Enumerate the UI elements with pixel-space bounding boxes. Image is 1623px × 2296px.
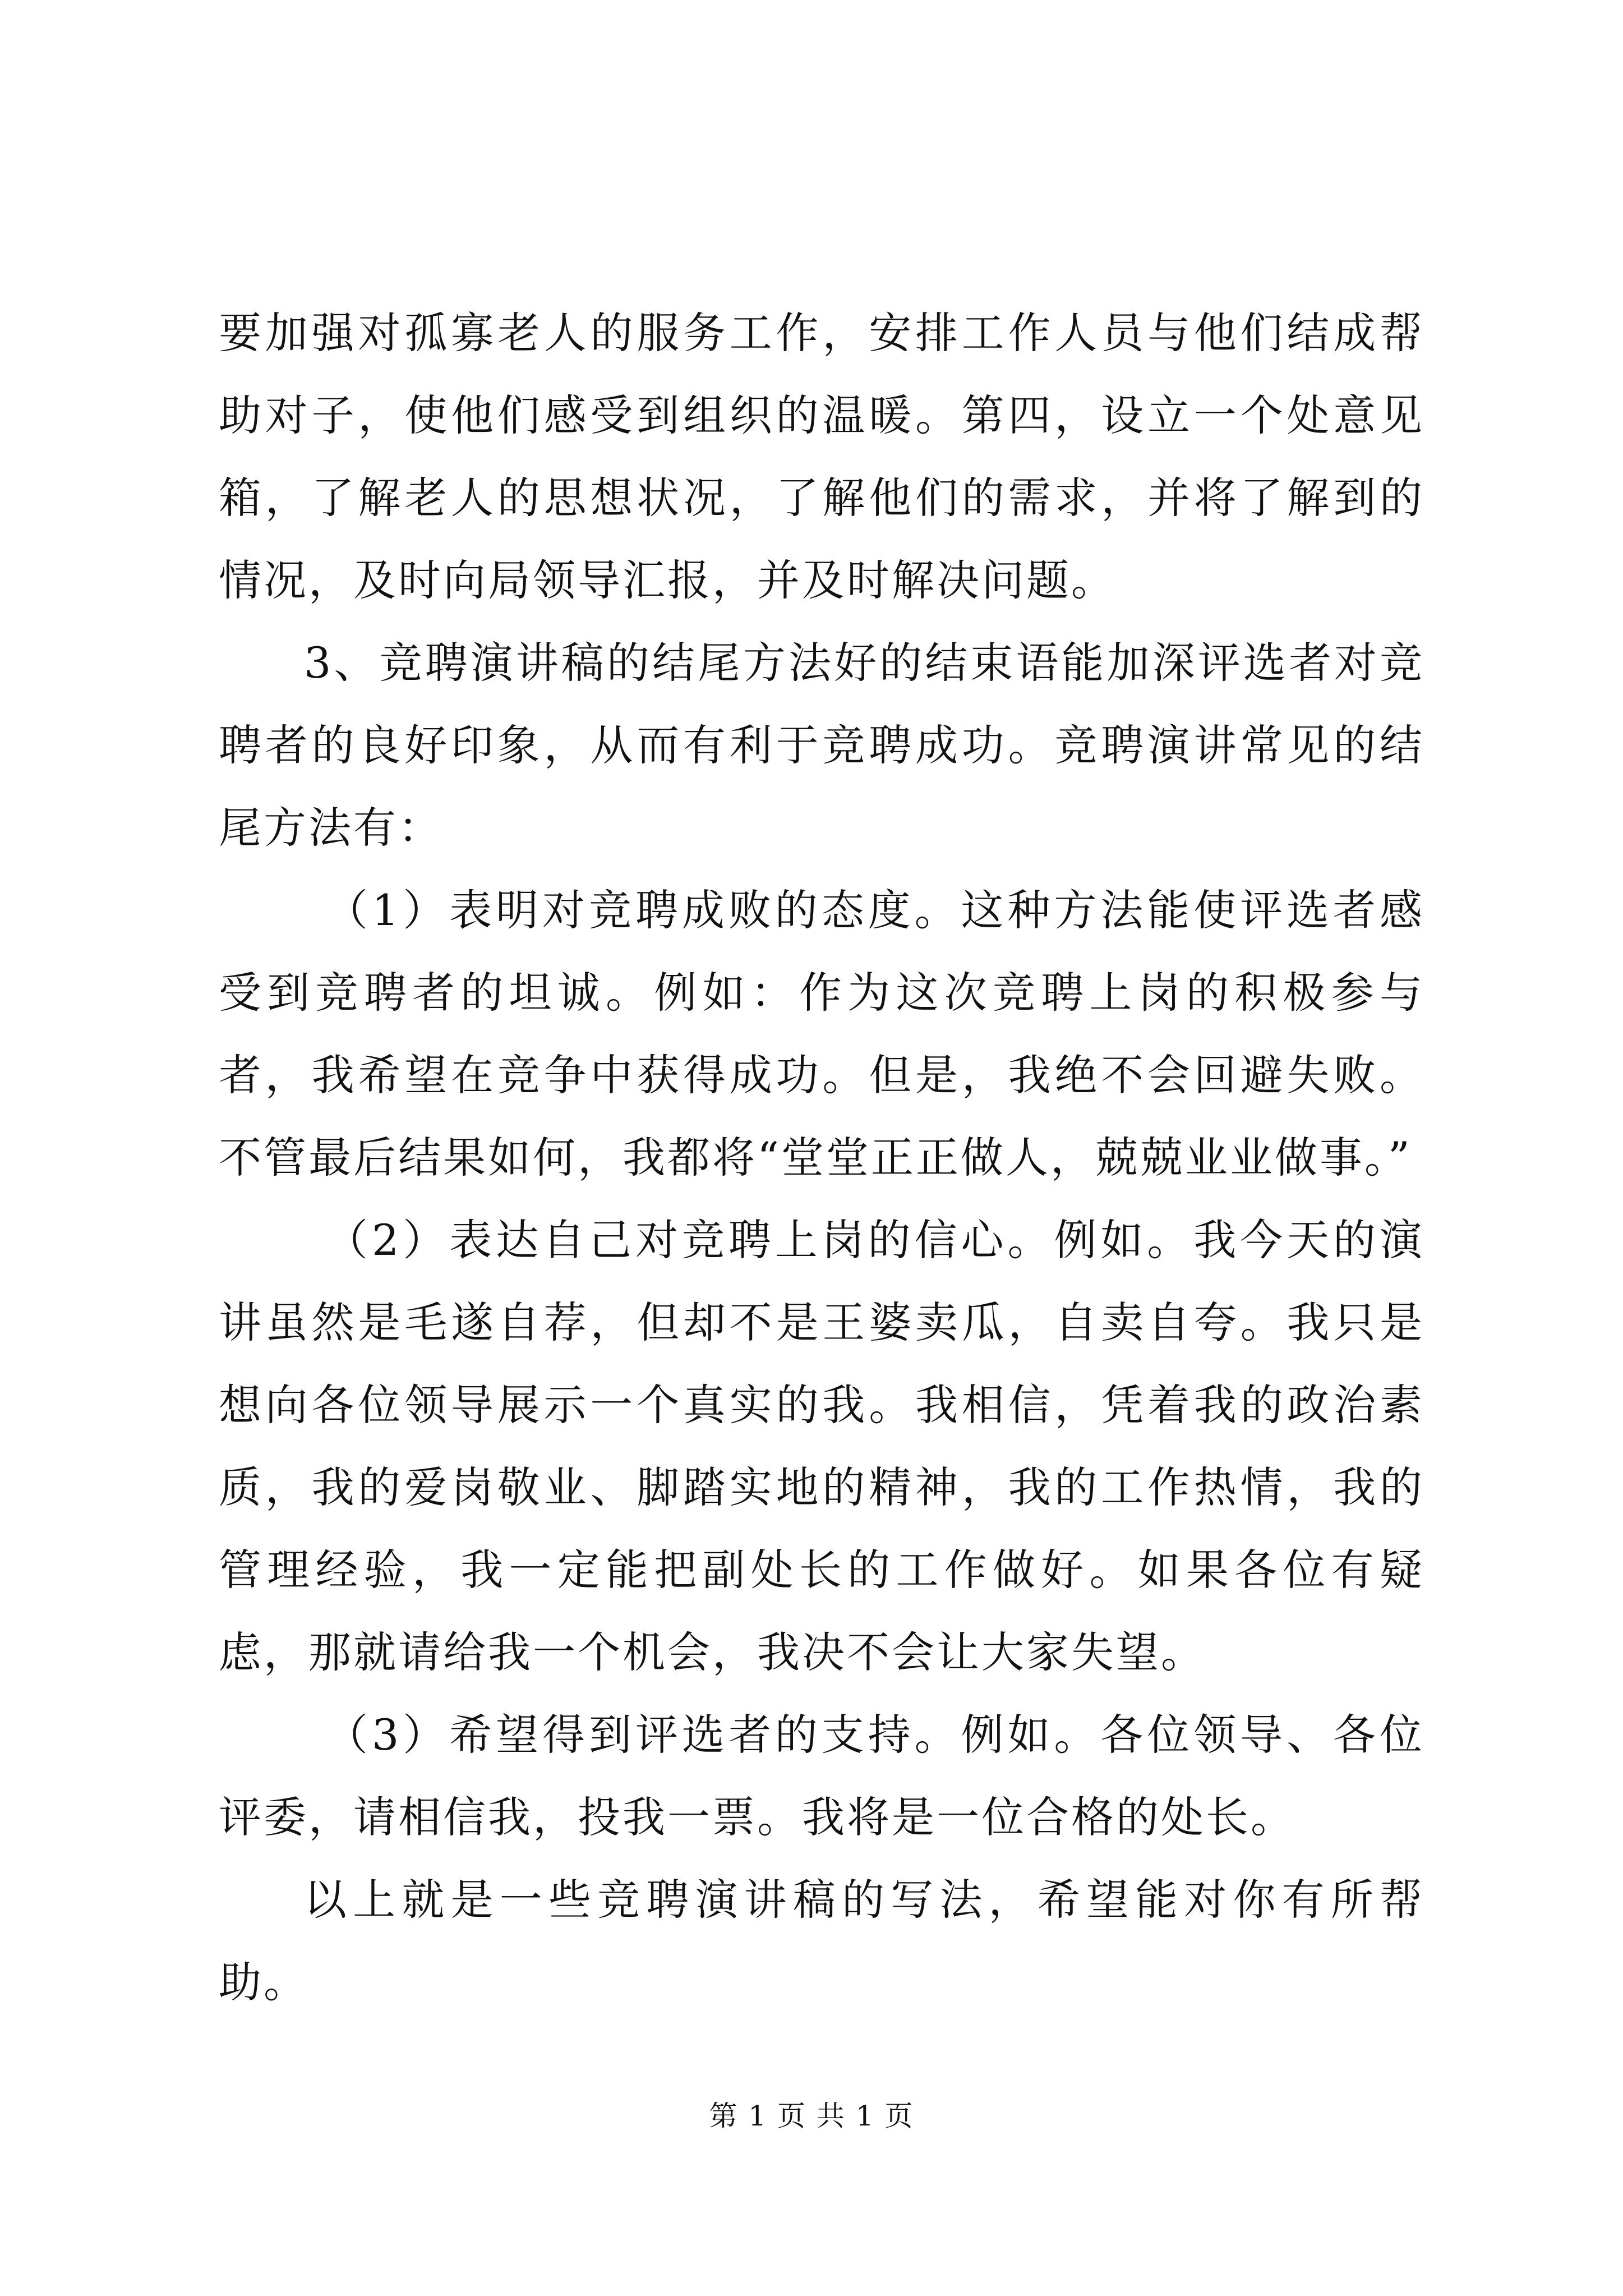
paragraph-conclusion: 以上就是一些竞聘演讲稿的写法，希望能对你有所帮助。: [219, 1875, 1424, 2007]
paragraph-ending-methods: 3、竞聘演讲稿的结尾方法好的结束语能加深评选者对竞聘者的良好印象，从而有利于竞聘成功。竞聘演讲常见的结尾方法有：: [219, 638, 1424, 853]
paragraph-method-1: （1）表明对竞聘成败的态度。这种方法能使评选者感受到竞聘者的坦诚。例如：作为这次竞聘上岗的积极参与者，我希望在竞争中获得成功。但是，我绝不会回避失败。不管最后结果如何，我都将“堂堂正正做人，兢兢业业做事。”: [219, 885, 1424, 1182]
paragraph-method-3: （3）希望得到评选者的支持。例如。各位领导、各位评委，请相信我，投我一票。我将是一位合格的处长。: [219, 1710, 1424, 1842]
document-body: [219, 292, 1424, 2023]
page-footer: 第 1 页 共 1 页: [709, 2100, 914, 2132]
paragraph-method-2: （2）表达自己对竞聘上岗的信心。例如。我今天的演讲虽然是毛遂自荐，但却不是王婆卖瓜，自卖自夸。我只是想向各位领导展示一个真实的我。我相信，凭着我的政治素质，我的爱岗敬业、脚踏实地的精神，我的工作热情，我的管理经验，我一定能把副处长的工作做好。如果各位有疑虑，那就请给我一个机会，我决不会让大家失望。: [219, 1215, 1424, 1677]
paragraph-continued: 要加强对孤寡老人的服务工作，安排工作人员与他们结成帮助对子，使他们感受到组织的温暖。第四，设立一个处意见箱，了解老人的思想状况，了解他们的需求，并将了解到的情况，及时向局领导汇报，并及时解决问题。: [219, 308, 1424, 605]
